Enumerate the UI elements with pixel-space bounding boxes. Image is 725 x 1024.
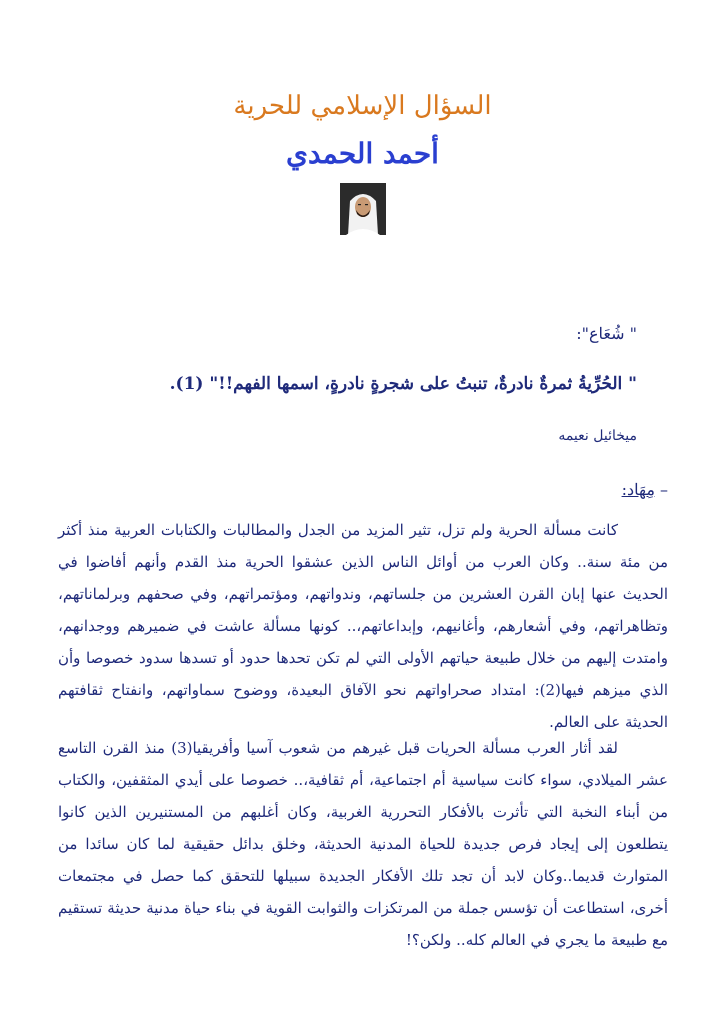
epigraph-author: ميخائيل نعيمه: [558, 428, 637, 444]
shuaa-label: " شُعَاع":: [576, 324, 637, 343]
paragraph-2: لقد أثار العرب مسألة الحريات قبل غيرهم من شعوب آسيا وأفريقيا(3) منذ القرن التاسع عشر الميلادي، سواء كانت سياسية أم اجتماعية، أم ثقافية،.. خصوصا على أيدي المثقفين، والكتاب من أبناء النخبة التي تأثرت بالأفكار التحررية الغربية، وكان أغلبهم من المستنيرين الذين كانوا يتطلعون إلى إيجاد فرص جديدة للحياة المدنية الحديثة، وخلق بدائل حقيقية لما كان سائدا من المتوارث قديما..وكان لابد أن تجد تلك الأفكار الجديدة سبيلها للتحقق كما حصل في مجتمعات أخرى، استطاعت أن تؤسس جملة من المرتكزات والثوابت القوية في بناء حياة مدنية حديثة تستقيم مع طبيعة ما يجري في العالم كله.. ولكن؟!: [58, 739, 668, 949]
section-label: مِهَاد:: [621, 480, 655, 499]
author-photo-image: [340, 183, 386, 235]
document-title: السؤال الإسلامي للحرية: [233, 91, 492, 121]
epigraph-quote: " الحُرِّيةُ ثمرةٌ نادرةٌ، تنبتُ على شجرةٍ نادرةٍ، اسمها الفهم!!" (1).: [169, 374, 637, 394]
author-name: أحمد الحمدي: [286, 137, 439, 170]
author-photo: [340, 183, 386, 235]
section-dash: –: [660, 480, 668, 499]
section-heading: [622, 477, 668, 503]
paragraph-1: كانت مسألة الحرية ولم تزل، تثير المزيد من الجدل والمطالبات والكتابات العربية منذ أكثر من مئة سنة.. وكان العرب من أوائل الناس الذين عشقوا الحرية منذ القدم وأنهم أفاضوا في الحديث عنها إبان القرن العشرين من جلساتهم، وندواتهم، ومؤتمراتهم، وفي صحفهم وبرلماناتهم، وتظاهراتهم، وفي أشعارهم، وأغانيهم، وإبداعاتهم،.. كونها مسألة عاشت في ضميرهم ووجدانهم، وامتدت إليهم من خلال طبيعة حياتهم الأولى التي لم تكن تحدها حدود أو تسدها سدود خصوصا وأن الذي ميزهم فيها(2): امتداد صحراواتهم نحو الآفاق البعيدة، ووضوح سماواتهم، وانفتاح ثقافتهم الحديثة على العالم.: [58, 521, 669, 731]
